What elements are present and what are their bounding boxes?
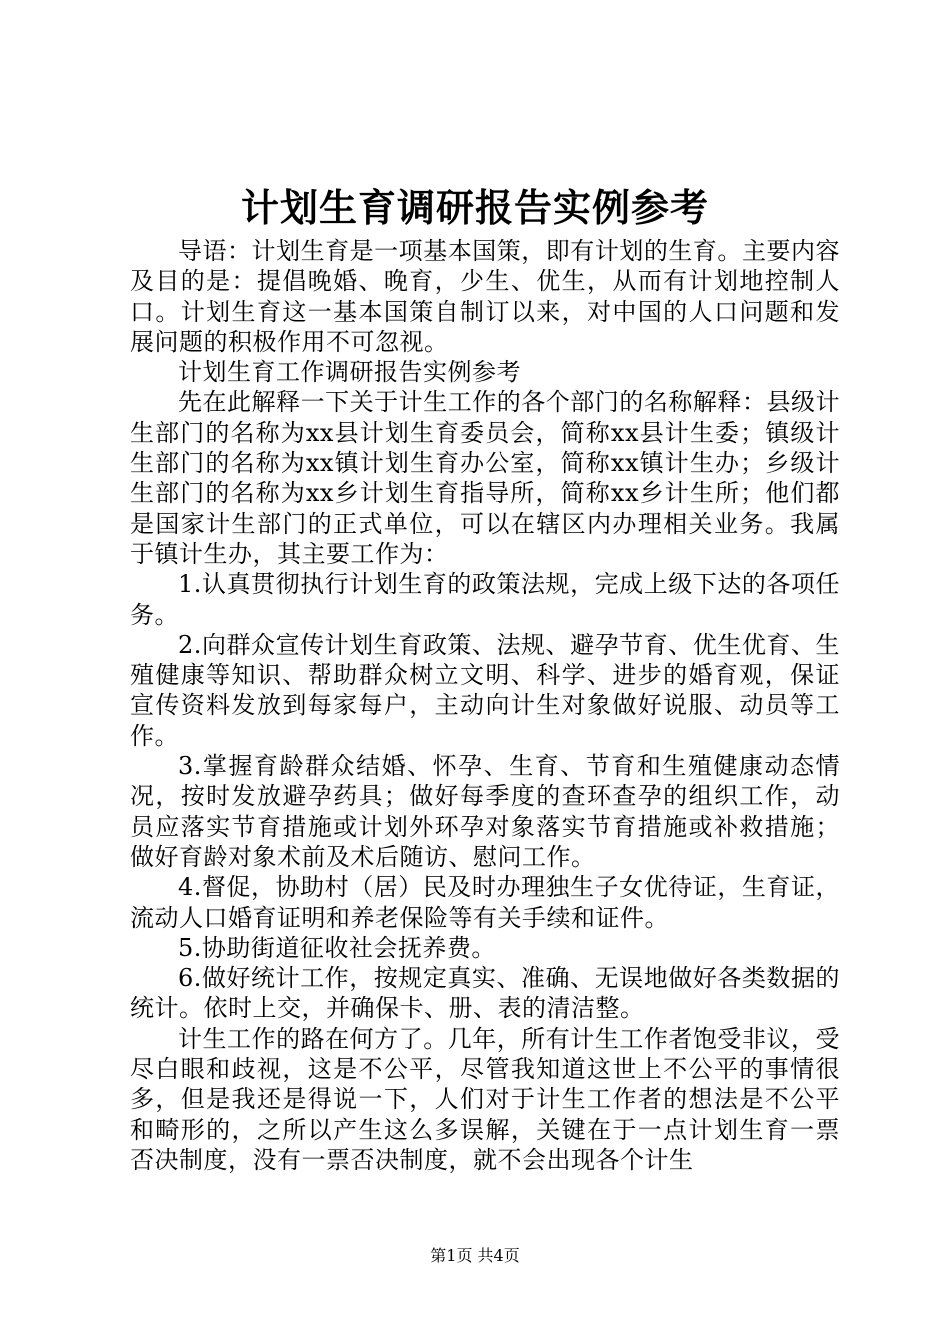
list-item-1: 1.认真贯彻执行计划生育的政策法规，完成上级下达的各项任务。: [130, 570, 840, 629]
list-item-2: 2.向群众宣传计划生育政策、法规、避孕节育、优生优育、生殖健康等知识、帮助群众树立文明、科学、进步的婚育观，保证宣传资料发放到每家每户，主动向计生对象做好说服、动员等工作。: [130, 630, 840, 750]
list-item-6: 6.做好统计工作，按规定真实、准确、无误地做好各类数据的统计。依时上交，并确保卡、册、表的清洁整。: [130, 964, 840, 1023]
list-item-4: 4.督促，协助村（居）民及时办理独生子女优待证，生育证，流动人口婚育证明和养老保险等有关手续和证件。: [130, 873, 840, 932]
page-number-footer: 第1页 共4页: [430, 1246, 520, 1265]
list-item-3: 3.掌握育龄群众结婚、怀孕、生育、节育和生殖健康动态情况，按时发放避孕药具；做好每季度的查环查孕的组织工作，动员应落实节育措施或计划外环孕对象落实节育措施或补救措施；做好育龄对象术前及术后随访、慰问工作。: [130, 752, 840, 871]
document-body: [130, 236, 840, 1175]
paragraph-discussion: 计生工作的路在何方了。几年，所有计生工作者饱受非议，受尽白眼和歧视，这是不公平，尽管我知道这世上不公平的事情很多，但是我还是得说一下，人们对于计生工作者的想法是不公平和畸形的，之所以产生这么多误解，关键在于一点计划生育一票否决制度，没有一票否决制度，就不会出现各个计生: [130, 1024, 840, 1174]
list-item-5: 5.协助街道征收社会抚养费。: [178, 933, 496, 962]
paragraph-intro: 导语：计划生育是一项基本国策，即有计划的生育。主要内容及目的是：提倡晚婚、晚育，少生、优生，从而有计划地控制人口。计划生育这一基本国策自制订以来，对中国的人口问题和发展问题的积极作用不可忽视。: [130, 237, 840, 356]
document-title: 计划生育调研报告实例参考: [240, 185, 709, 230]
paragraph-subtitle: 计划生育工作调研报告实例参考: [178, 358, 521, 387]
paragraph-departments: 先在此解释一下关于计生工作的各个部门的名称解释：县级计生部门的名称为xx县计划生育委员会，简称xx县计生委；镇级计生部门的名称为xx镇计划生育办公室，简称xx镇计生办；乡级计生部门的名称为xx乡计划生育指导所，简称xx乡计生所；他们都是国家计生部门的正式单位，可以在辖区内办理相关业务。我属于镇计生办，其主要工作为：: [130, 388, 840, 568]
